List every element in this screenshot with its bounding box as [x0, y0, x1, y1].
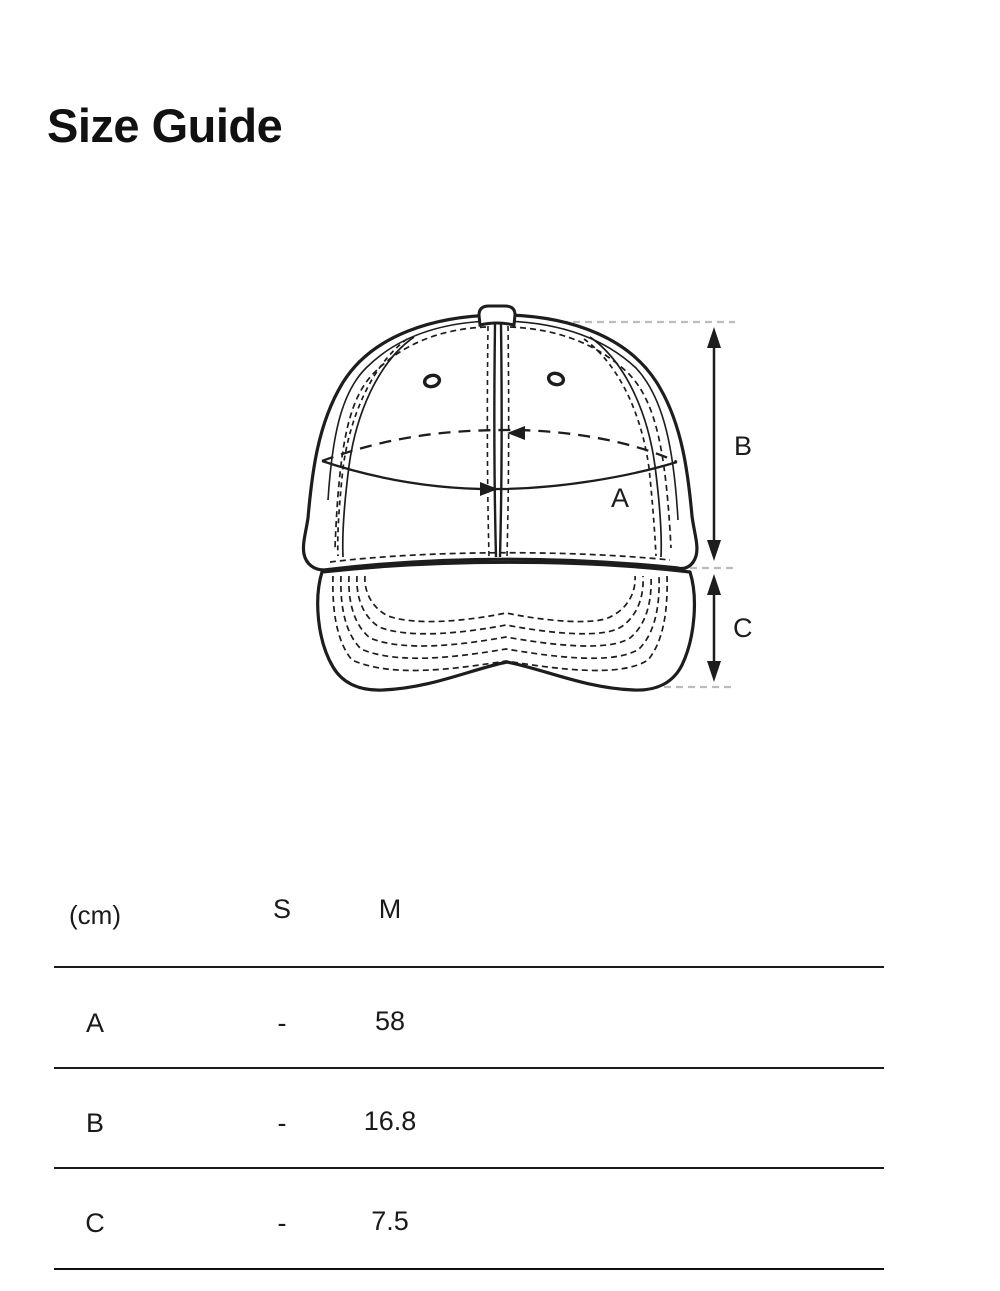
table-row-label: C — [85, 1208, 105, 1238]
table-rule-bottom — [54, 1268, 884, 1270]
table-rule — [54, 1167, 884, 1169]
table-cell-m: 7.5 — [371, 1206, 409, 1236]
table-cell-s: - — [277, 1208, 287, 1238]
table-cell-m: 16.8 — [363, 1106, 417, 1136]
table-row-label: A — [85, 1008, 104, 1038]
table-cell-s: - — [277, 1008, 287, 1038]
table-column-header-m: M — [378, 894, 402, 924]
table-rule — [54, 1067, 884, 1069]
table-unit-header: (cm) — [69, 900, 121, 930]
table-cell-m: 58 — [374, 1006, 406, 1036]
table-column-header-s: S — [272, 894, 291, 924]
page-title: Size Guide — [47, 99, 283, 152]
table-cell-s: - — [277, 1108, 287, 1138]
dimension-label-b: B — [734, 431, 753, 461]
dimension-label-c: C — [733, 613, 753, 643]
table-row-label: B — [85, 1108, 104, 1138]
dimension-label-a: A — [611, 483, 630, 513]
table-rule — [54, 966, 884, 968]
